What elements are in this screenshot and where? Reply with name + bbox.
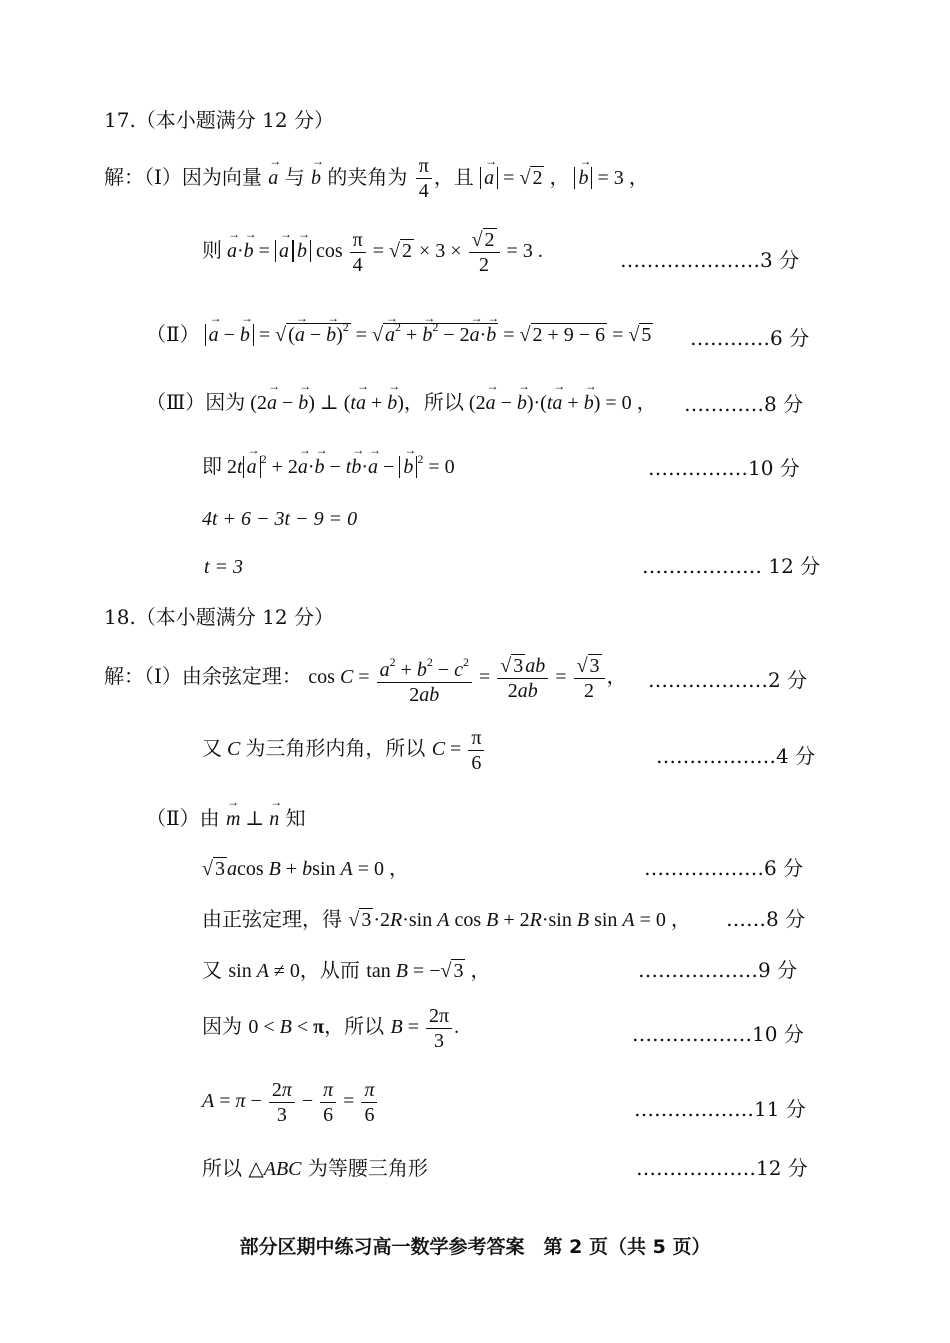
- q18-l6-text2: ，所以: [324, 1014, 385, 1039]
- q17-p1-and: 与: [284, 165, 305, 189]
- q17-p3-mid: ，所以: [403, 392, 464, 414]
- q17-score-12: ……………… 12 分: [642, 554, 821, 578]
- q18-l6-text1: 因为: [202, 1014, 242, 1039]
- q17-p2-label: （Ⅱ）: [146, 324, 200, 346]
- q18-conclusion: 所以 △ABC 为等腰三角形: [202, 1156, 428, 1180]
- q18-score-12: ………………12 分: [636, 1156, 808, 1180]
- q18-score-6: ………………6 分: [644, 856, 804, 880]
- q18-l8-text2: 为等腰三角形: [307, 1156, 428, 1180]
- q18-p2-label: （Ⅱ）由: [146, 806, 220, 830]
- q18-a-eq: A = π − $\frac{2\pi}{3}$ − $\frac{\pi}{6}$ = $\frac{\pi}{6}$: [202, 1078, 379, 1127]
- q18-part1-line2: 又 C 为三角形内角，所以 C = $\frac{\pi}{6}$: [202, 726, 486, 775]
- q17-score-3: …………………3 分: [620, 248, 800, 272]
- q17-expand-eq: 即 2t→ a $^2$ + 2→ a·→ b − t→ b·→ a − → b $^2$ = 0: [202, 450, 455, 479]
- q18-tan-line: 又 sin A ≠ 0，从而 tan B = −√ 3 ，: [202, 958, 491, 982]
- q18-score-4: ………………4 分: [656, 744, 816, 768]
- q17-p3-label: （Ⅲ）因为: [146, 392, 246, 414]
- q17-part3-eq: （Ⅲ）因为 (2→ a − → b) ⊥ (t→ a + → b)，所以 (2→ a − → b)·(t→ a + → b) = 0 ，: [146, 386, 657, 415]
- page-footer: 部分区期中练习高一数学参考答案 第 2 页（共 5 页）: [239, 1236, 711, 1258]
- q17-heading: 17.（本小题满分 12 分）: [104, 108, 334, 132]
- q18-score-8: ……8 分: [726, 907, 806, 931]
- q18-b-range-line: 因为 0 < B < π，所以 B = $\frac{2\pi}{3}$ .: [202, 1005, 460, 1052]
- q18-p2-know: 知: [285, 806, 306, 830]
- q17-score-6: …………6 分: [690, 326, 810, 350]
- q17-score-10: ……………10 分: [648, 456, 800, 480]
- q18-score-11: ………………11 分: [634, 1097, 806, 1121]
- q18-score-10: ………………10 分: [632, 1022, 804, 1046]
- q18-sine-law-line: 由正弦定理，得 √ 3 ·2R·sin A cos B + 2R·sin B sin A = 0 ，: [202, 907, 691, 931]
- q18-l5-text1: 又: [202, 958, 222, 982]
- q17-p1-angle-text: 的夹角为: [327, 165, 408, 189]
- q18-l2-text1: 又: [202, 736, 222, 761]
- q18-part2-line1: （Ⅱ）由 → m ⊥ → n 知: [146, 802, 306, 831]
- q18-score-2: ………………2 分: [648, 668, 808, 692]
- q18-l8-text1: 所以: [202, 1156, 242, 1180]
- q18-score-9: ………………9 分: [638, 958, 798, 982]
- q17-part1-line1: 解：（Ⅰ）因为向量 → a 与 → b 的夹角为 $\frac{\pi}{4}$ ，且 → a = √ 2 ， → b = 3 ，: [104, 154, 649, 203]
- q18-eq-cos: √ 3 acos B + bsin A = 0 ，: [202, 858, 409, 880]
- q17-step-prefix: 即: [202, 456, 222, 478]
- q18-l2-text2: 为三角形内角，所以: [245, 736, 426, 761]
- q17-answer: t = 3: [204, 556, 244, 578]
- q17-dot-product-eq: 则 → a·→ b = → a→ b cos $\frac{\pi}{4}$ = √ 2 × 3 × $\frac{√ 2}{2}$ = 3 .: [202, 228, 543, 277]
- q18-part1-line1: 解：（Ⅰ）由余弦定理： cos C = $\frac{a^2 + b^2 - c^2}{2ab}$ = $\frac{√ 3 ab}{2ab}$ = $\frac{√ 3}{2}$ ，: [104, 650, 627, 707]
- q17-score-8: …………8 分: [684, 392, 804, 416]
- q18-heading: 18.（本小题满分 12 分）: [104, 605, 334, 629]
- q17-p1-prefix: 解：（Ⅰ）因为向量: [104, 165, 262, 189]
- q18-p1-prefix: 解：（Ⅰ）由余弦定理：: [104, 664, 302, 689]
- q18-l5-text2: ，从而: [299, 958, 360, 982]
- q17-part2-eq: （Ⅱ） → a − → b = √ (→ a − → b)$^2$ = √→ $a^2$ + → $b^2 - 2\to a\cdot\to b$ = √ 2 + 9 − 6 = √ 5: [146, 318, 653, 347]
- q18-l4-text: 由正弦定理，得: [202, 907, 342, 931]
- q17-linear-eq: 4t + 6 − 3t − 9 = 0: [202, 508, 358, 530]
- q17-p1-cond: ，且: [433, 165, 474, 189]
